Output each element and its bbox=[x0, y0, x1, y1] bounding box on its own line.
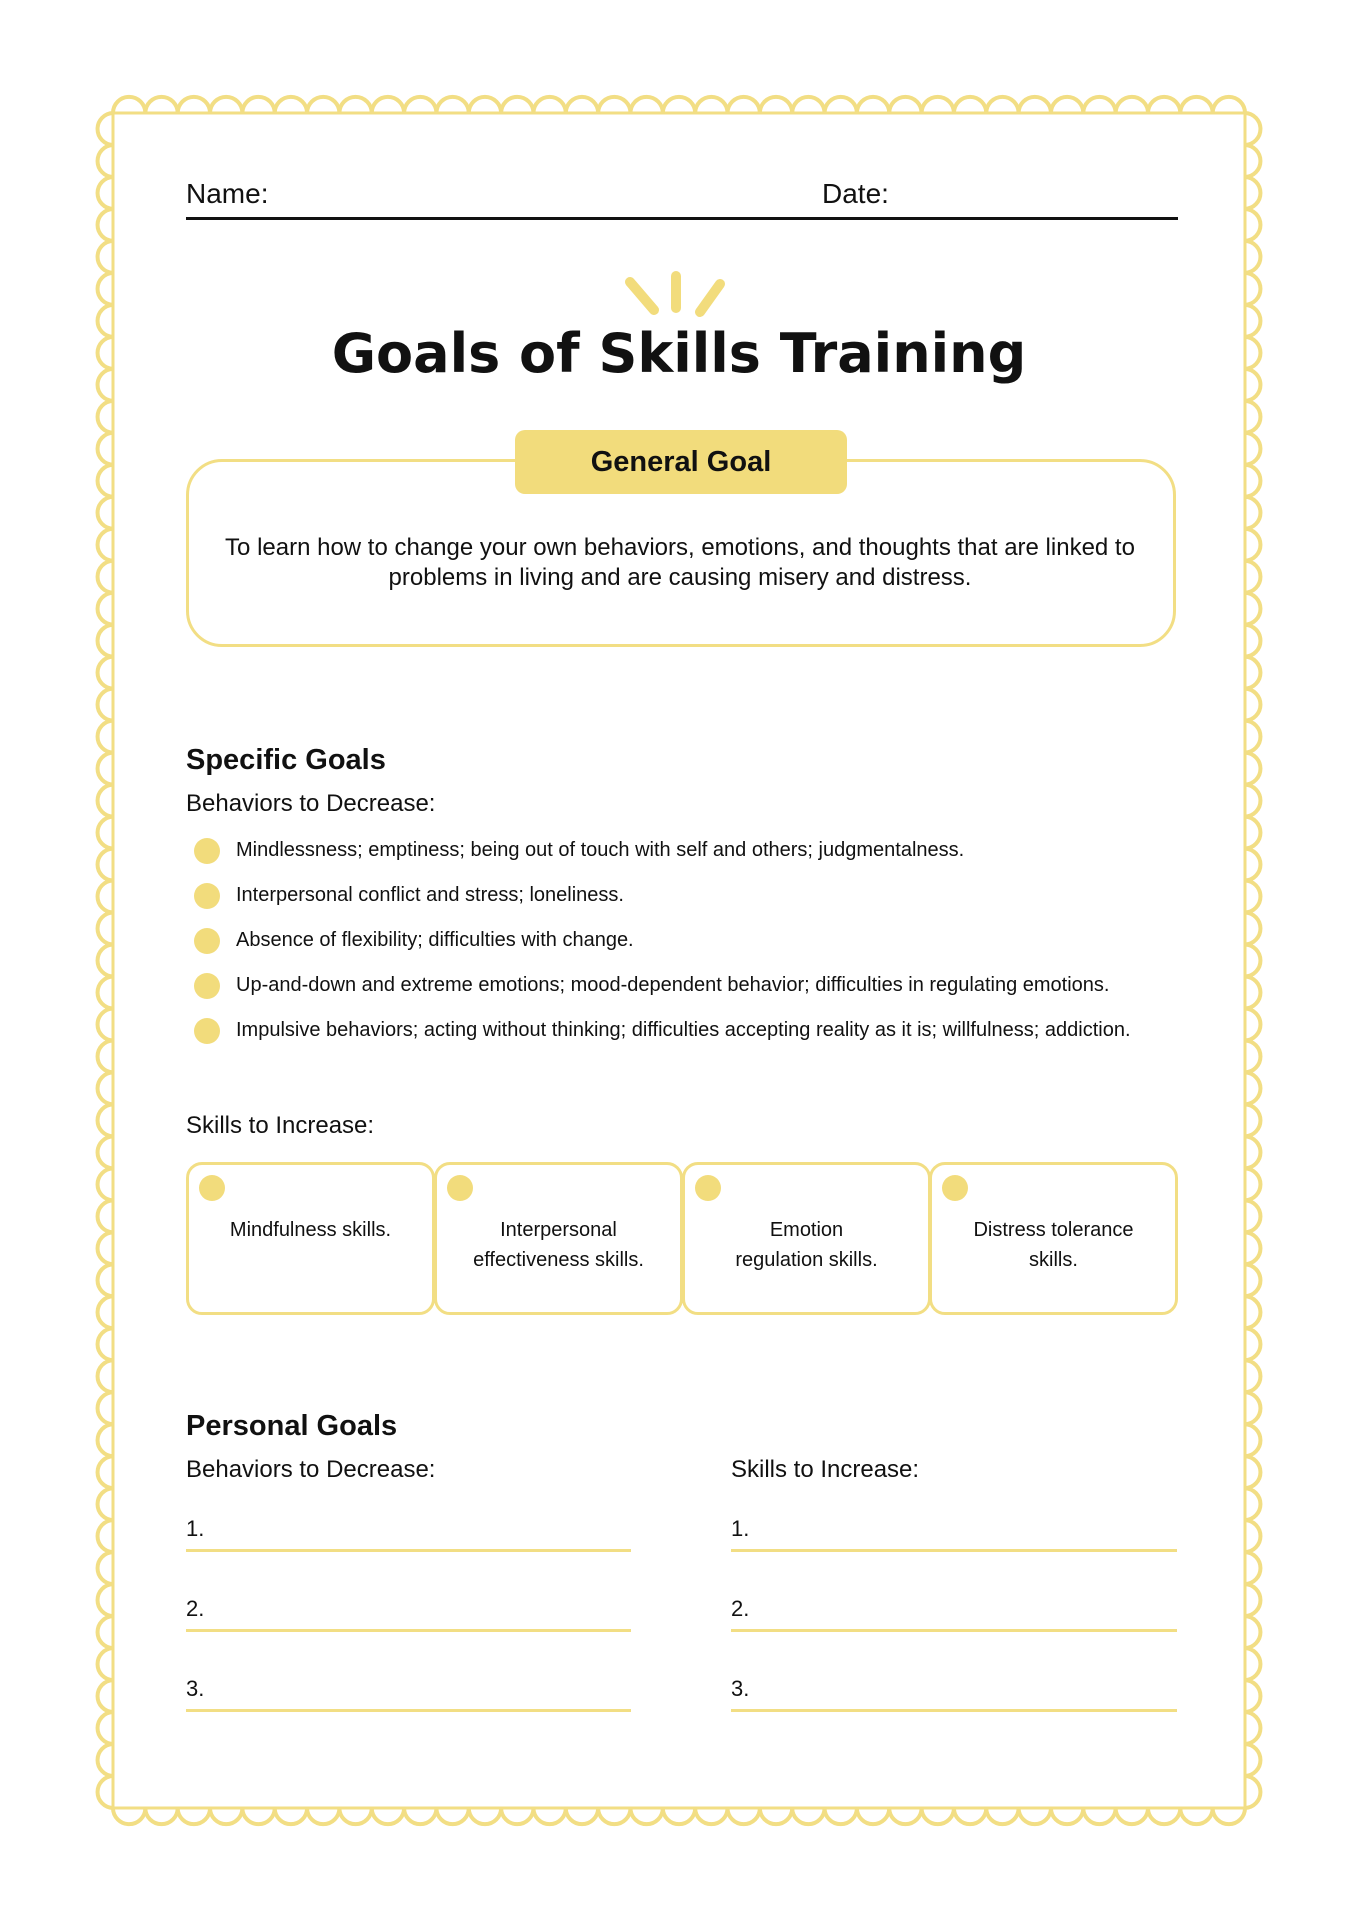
general-goal-text: To learn how to change your own behaviors, emotions, and thoughts that are linked to problems in living and are causing misery and distress. bbox=[225, 534, 1135, 591]
name-label: Name: bbox=[186, 178, 269, 209]
increase-line-number: 3. bbox=[731, 1676, 750, 1701]
bullet-icon bbox=[194, 973, 220, 999]
skill-card-emotion bbox=[682, 1162, 931, 1315]
decrease-line-number: 1. bbox=[186, 1516, 205, 1541]
decrease-answer-line[interactable] bbox=[186, 1549, 631, 1552]
personal-behaviors-decrease-label: Behaviors to Decrease: bbox=[186, 1456, 436, 1483]
decrease-line-number: 2. bbox=[186, 1596, 205, 1621]
skill-card-mindfulness bbox=[186, 1162, 435, 1315]
header-underline bbox=[186, 217, 1178, 220]
bullet-icon bbox=[695, 1175, 721, 1201]
increase-answer-line[interactable] bbox=[731, 1709, 1177, 1712]
date-label: Date: bbox=[822, 178, 889, 209]
bullet-icon bbox=[194, 928, 220, 954]
skill-card-interpersonal bbox=[434, 1162, 683, 1315]
bullet-icon bbox=[942, 1175, 968, 1201]
specific-goals-heading: Specific Goals bbox=[186, 744, 386, 776]
skill-card-text: Mindfulness skills. bbox=[229, 1219, 392, 1241]
sparkle-icon bbox=[620, 270, 740, 330]
increase-answer-line[interactable] bbox=[731, 1629, 1177, 1632]
bullet-icon bbox=[199, 1175, 225, 1201]
list-item: Interpersonal conflict and stress; loneliness. bbox=[236, 884, 624, 906]
decrease-answer-line[interactable] bbox=[186, 1629, 631, 1632]
increase-line-number: 1. bbox=[731, 1516, 750, 1541]
bullet-icon bbox=[194, 1018, 220, 1044]
list-item: Absence of flexibility; difficulties with change. bbox=[236, 929, 634, 951]
bullet-icon bbox=[194, 883, 220, 909]
personal-skills-increase-label: Skills to Increase: bbox=[731, 1456, 920, 1483]
decrease-answer-line[interactable] bbox=[186, 1709, 631, 1712]
skill-card-text: Interpersonal effectiveness skills. bbox=[473, 1219, 644, 1271]
increase-line-number: 2. bbox=[731, 1596, 750, 1621]
bullet-icon bbox=[194, 838, 220, 864]
skill-card-distress bbox=[929, 1162, 1178, 1315]
behaviors-decrease-label: Behaviors to Decrease: bbox=[186, 790, 436, 817]
increase-answer-line[interactable] bbox=[731, 1549, 1177, 1552]
bullet-icon bbox=[447, 1175, 473, 1201]
list-item: Mindlessness; emptiness; being out of touch with self and others; judgmentalness. bbox=[236, 839, 965, 861]
personal-goals-heading: Personal Goals bbox=[186, 1410, 398, 1442]
skill-card-text: Emotion regulation skills. bbox=[735, 1219, 878, 1271]
skills-increase-label: Skills to Increase: bbox=[186, 1112, 375, 1139]
skill-card-text: Distress tolerance skills. bbox=[973, 1219, 1134, 1271]
list-item: Up-and-down and extreme emotions; mood-dependent behavior; difficulties in regulating emotions. bbox=[236, 974, 1110, 996]
decrease-line-number: 3. bbox=[186, 1676, 205, 1701]
general-goal-label: General Goal bbox=[515, 430, 847, 494]
list-item: Impulsive behaviors; acting without thinking; difficulties accepting reality as it is; willfulness; addiction. bbox=[236, 1019, 1131, 1041]
page-title: Goals of Skills Training bbox=[331, 322, 1027, 385]
